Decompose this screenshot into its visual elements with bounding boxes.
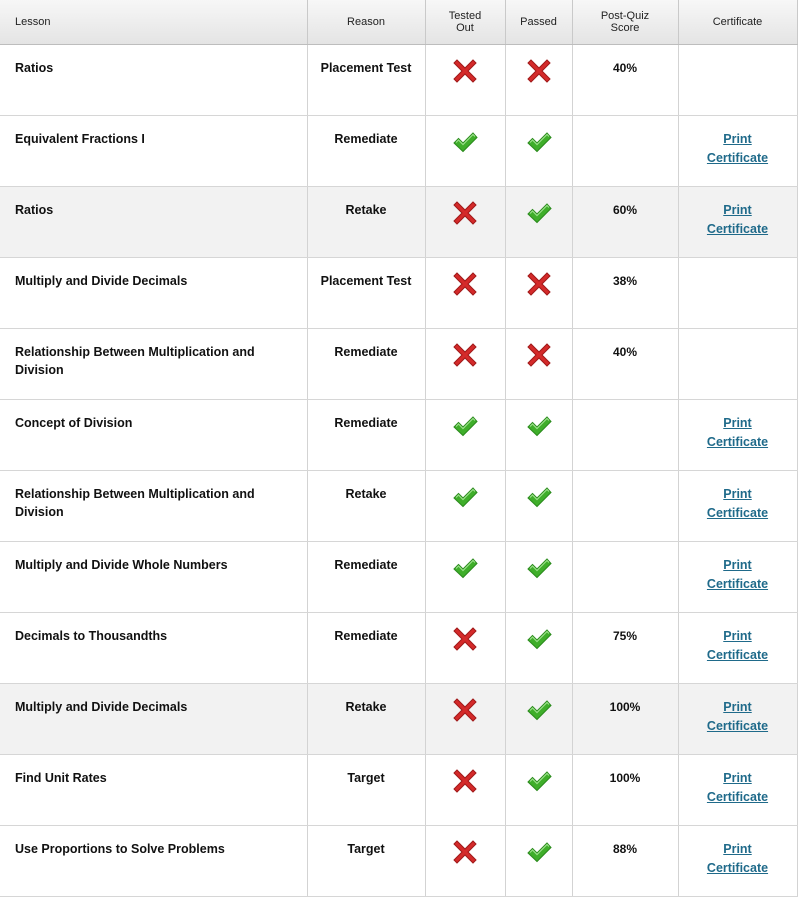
x-icon: [452, 357, 478, 371]
lesson-cell: Multiply and Divide Decimals: [0, 258, 307, 329]
print-certificate-link[interactable]: [707, 132, 768, 165]
certificate-cell: [678, 400, 797, 471]
lesson-cell: Equivalent Fractions I: [0, 116, 307, 187]
score-cell: [572, 471, 678, 542]
tested-out-cell: [425, 187, 505, 258]
passed-cell: [505, 755, 572, 826]
table-row: [0, 826, 797, 897]
table-row: [0, 45, 797, 116]
x-icon: [526, 357, 552, 371]
table-row: [0, 542, 797, 613]
print-certificate-label-line2: Certificate: [706, 647, 769, 662]
table-header-row: [0, 0, 797, 45]
print-certificate-label-line1: Print: [723, 771, 752, 785]
score-cell: 38%: [572, 258, 678, 329]
lesson-cell: Multiply and Divide Whole Numbers: [0, 542, 307, 613]
tested-out-cell: [425, 542, 505, 613]
header-score-line1: Post-Quiz: [600, 10, 650, 22]
check-icon: [526, 499, 552, 513]
table-row: [0, 684, 797, 755]
tested-out-cell: [425, 613, 505, 684]
check-icon: [526, 783, 552, 797]
print-certificate-label-line1: Print: [723, 416, 752, 430]
tested-out-cell: [425, 826, 505, 897]
table-row: [0, 471, 797, 542]
check-icon: [526, 641, 552, 655]
x-icon: [526, 286, 552, 300]
lesson-cell: Use Proportions to Solve Problems: [0, 826, 307, 897]
reason-cell: Placement Test: [307, 45, 425, 116]
lesson-cell: Relationship Between Multiplication and Division: [0, 471, 307, 542]
print-certificate-label-line1: Print: [723, 842, 752, 856]
certificate-cell: [678, 826, 797, 897]
reason-cell: Placement Test: [307, 258, 425, 329]
print-certificate-label-line1: Print: [723, 132, 752, 146]
score-cell: [572, 400, 678, 471]
header-certificate-label: Certificate: [712, 16, 763, 28]
header-passed[interactable]: [505, 0, 572, 45]
tested-out-cell: [425, 329, 505, 400]
score-cell: [572, 116, 678, 187]
certificate-cell: [678, 258, 797, 329]
score-cell: 100%: [572, 684, 678, 755]
header-tested-out-line1: Tested: [448, 10, 482, 22]
lesson-cell: Ratios: [0, 187, 307, 258]
reason-cell: Remediate: [307, 400, 425, 471]
reason-cell: Remediate: [307, 116, 425, 187]
header-passed-label: Passed: [520, 16, 557, 28]
table-row: [0, 613, 797, 684]
print-certificate-label-line1: Print: [723, 700, 752, 714]
header-lesson-label: Lesson: [15, 16, 51, 28]
print-certificate-label-line1: Print: [723, 203, 752, 217]
score-cell: [572, 542, 678, 613]
lesson-cell: Multiply and Divide Decimals: [0, 684, 307, 755]
score-cell: 40%: [572, 329, 678, 400]
certificate-cell: [678, 329, 797, 400]
header-certificate[interactable]: [678, 0, 797, 45]
check-icon: [526, 428, 552, 442]
header-lesson[interactable]: [0, 0, 307, 45]
header-reason-label: Reason: [347, 16, 385, 28]
header-tested-out[interactable]: [425, 0, 505, 45]
passed-cell: [505, 187, 572, 258]
score-cell: 60%: [572, 187, 678, 258]
certificate-cell: [678, 684, 797, 755]
passed-cell: [505, 116, 572, 187]
tested-out-cell: [425, 400, 505, 471]
tested-out-cell: [425, 471, 505, 542]
header-tested-out-line2: Out: [456, 22, 474, 34]
certificate-cell: [678, 542, 797, 613]
certificate-cell: [678, 187, 797, 258]
print-certificate-link[interactable]: [707, 487, 768, 520]
x-icon: [452, 712, 478, 726]
table-row: [0, 187, 797, 258]
reason-cell: Remediate: [307, 542, 425, 613]
x-icon: [452, 783, 478, 797]
reason-cell: Retake: [307, 187, 425, 258]
x-icon: [452, 641, 478, 655]
score-cell: 75%: [572, 613, 678, 684]
x-icon: [452, 73, 478, 87]
reason-cell: Target: [307, 826, 425, 897]
certificate-cell: [678, 471, 797, 542]
certificate-cell: [678, 116, 797, 187]
passed-cell: [505, 542, 572, 613]
reason-cell: Retake: [307, 684, 425, 755]
score-cell: 40%: [572, 45, 678, 116]
print-certificate-label-line2: Certificate: [706, 434, 769, 449]
lesson-cell: Find Unit Rates: [0, 755, 307, 826]
tested-out-cell: [425, 684, 505, 755]
print-certificate-link[interactable]: [707, 771, 768, 804]
header-reason[interactable]: [307, 0, 425, 45]
header-score[interactable]: [572, 0, 678, 45]
print-certificate-label-line1: Print: [723, 629, 752, 643]
table-body: [0, 45, 797, 897]
x-icon: [452, 286, 478, 300]
lesson-cell: Relationship Between Multiplication and Division: [0, 329, 307, 400]
tested-out-cell: [425, 45, 505, 116]
tested-out-cell: [425, 755, 505, 826]
reason-cell: Target: [307, 755, 425, 826]
print-certificate-link[interactable]: [707, 629, 768, 662]
reason-cell: Remediate: [307, 329, 425, 400]
check-icon: [452, 499, 478, 513]
table-row: [0, 329, 797, 400]
passed-cell: [505, 258, 572, 329]
reason-cell: Remediate: [307, 613, 425, 684]
print-certificate-label-line2: Certificate: [706, 789, 769, 804]
print-certificate-link[interactable]: [707, 558, 768, 591]
check-icon: [452, 570, 478, 584]
print-certificate-link[interactable]: [707, 700, 768, 733]
passed-cell: [505, 826, 572, 897]
print-certificate-link[interactable]: [707, 203, 768, 236]
x-icon: [526, 73, 552, 87]
lesson-cell: Decimals to Thousandths: [0, 613, 307, 684]
check-icon: [526, 144, 552, 158]
print-certificate-label-line2: Certificate: [706, 860, 769, 875]
print-certificate-label-line1: Print: [723, 558, 752, 572]
print-certificate-label-line2: Certificate: [706, 221, 769, 236]
print-certificate-label-line2: Certificate: [706, 150, 769, 165]
x-icon: [452, 854, 478, 868]
check-icon: [526, 712, 552, 726]
print-certificate-label-line2: Certificate: [706, 576, 769, 591]
passed-cell: [505, 400, 572, 471]
certificate-cell: [678, 45, 797, 116]
print-certificate-label-line2: Certificate: [706, 505, 769, 520]
header-score-line2: Score: [610, 22, 640, 34]
score-cell: 100%: [572, 755, 678, 826]
reason-cell: Retake: [307, 471, 425, 542]
table-row: [0, 400, 797, 471]
check-icon: [526, 215, 552, 229]
check-icon: [526, 570, 552, 584]
lesson-cell: Ratios: [0, 45, 307, 116]
passed-cell: [505, 45, 572, 116]
passed-cell: [505, 471, 572, 542]
check-icon: [526, 854, 552, 868]
passed-cell: [505, 684, 572, 755]
lesson-cell: Concept of Division: [0, 400, 307, 471]
print-certificate-label-line2: Certificate: [706, 718, 769, 733]
certificate-cell: [678, 613, 797, 684]
table-row: [0, 258, 797, 329]
print-certificate-link[interactable]: [707, 416, 768, 449]
table-row: [0, 755, 797, 826]
check-icon: [452, 428, 478, 442]
print-certificate-label-line1: Print: [723, 487, 752, 501]
table-row: [0, 116, 797, 187]
print-certificate-link[interactable]: [707, 842, 768, 875]
tested-out-cell: [425, 258, 505, 329]
score-cell: 88%: [572, 826, 678, 897]
tested-out-cell: [425, 116, 505, 187]
certificate-cell: [678, 755, 797, 826]
check-icon: [452, 144, 478, 158]
passed-cell: [505, 329, 572, 400]
passed-cell: [505, 613, 572, 684]
x-icon: [452, 215, 478, 229]
